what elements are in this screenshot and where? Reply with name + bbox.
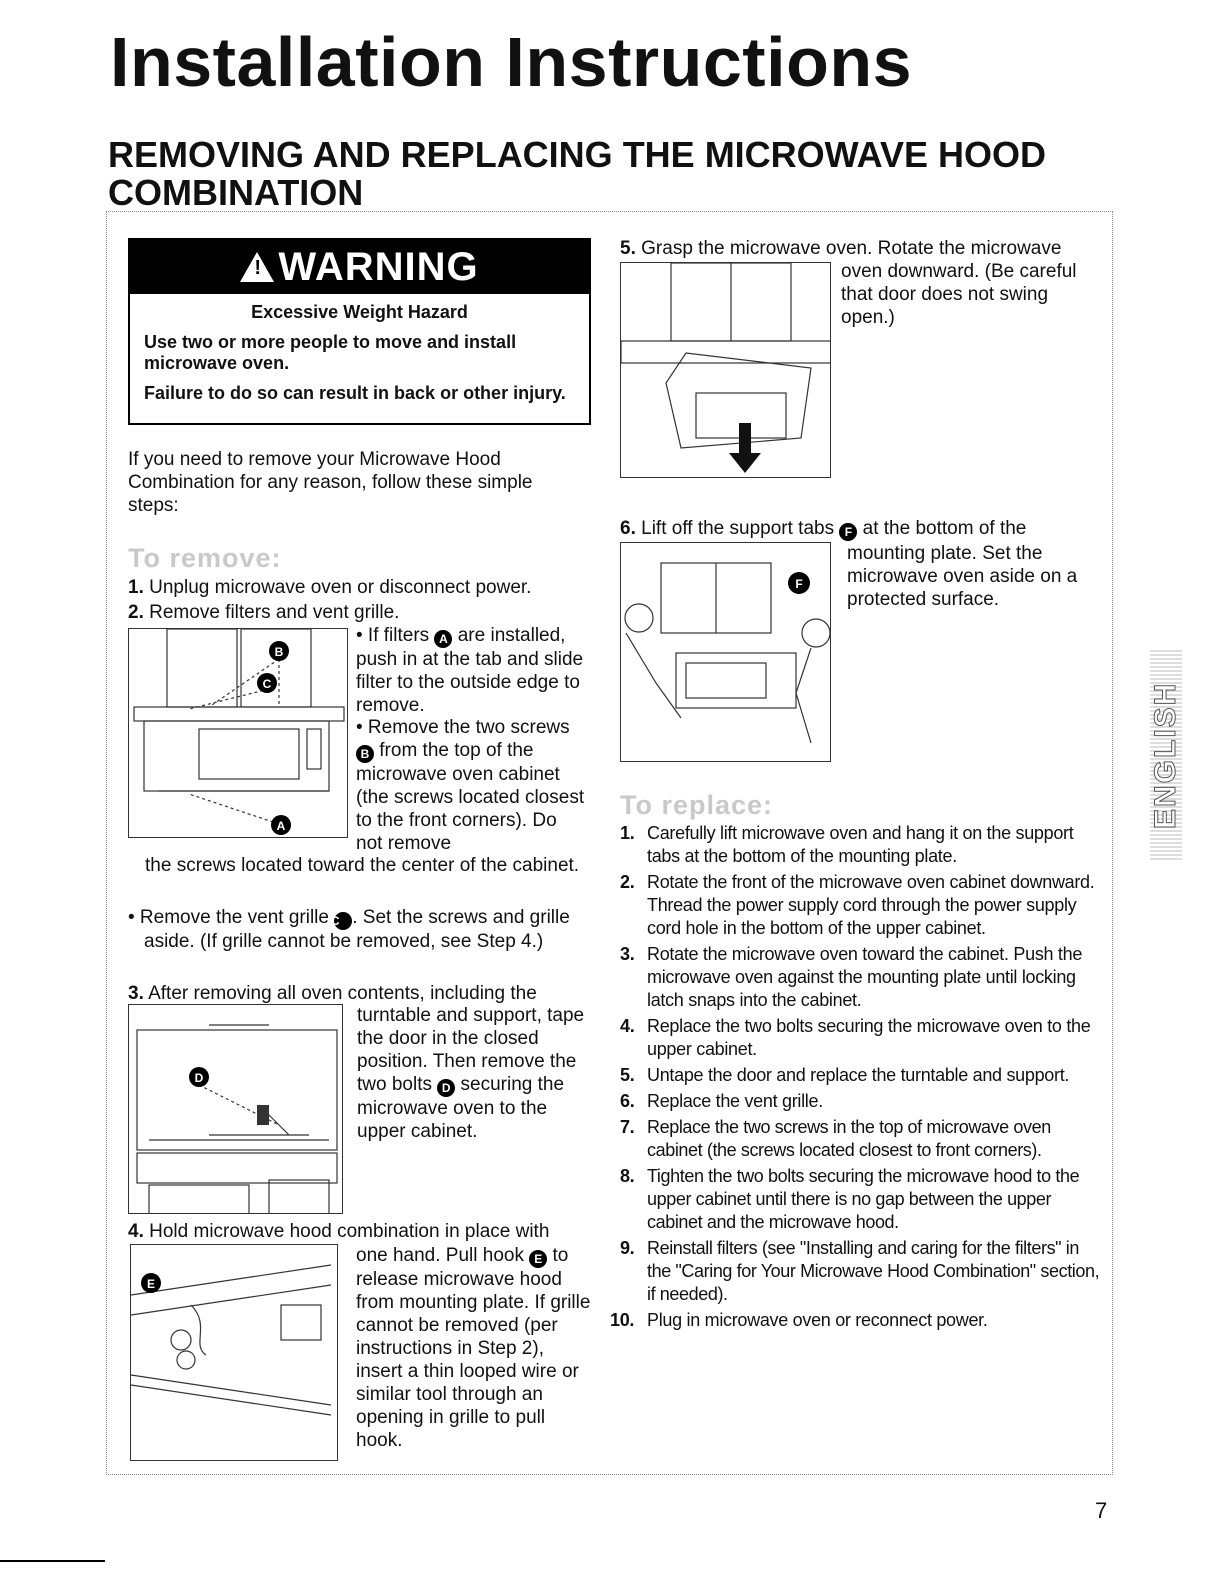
replace-heading: To replace: xyxy=(620,790,774,820)
warning-header xyxy=(130,240,589,294)
warning-heading: WARNING xyxy=(278,245,479,289)
replace-steps-list xyxy=(610,822,1105,1332)
replace-step: 6. Replace the vent grille. xyxy=(620,1091,823,1111)
warning-line-1: Use two or more people to move and install microwave oven. xyxy=(144,332,517,373)
page-title: Installation Instructions xyxy=(110,23,913,101)
warning-box xyxy=(128,238,591,425)
replace-step: 10. Plug in microwave oven or reconnect power. xyxy=(610,1310,988,1330)
language-side-tab xyxy=(1150,650,1182,860)
svg-text:A: A xyxy=(276,819,286,833)
label-c-icon: C xyxy=(334,912,352,930)
illustration-hook-drawing xyxy=(131,1245,338,1461)
remove-step-2-bullet-3: • Remove the vent grille C . Set the screws and grille aside. (If grille cannot be removed, see Step 4.) xyxy=(128,907,570,952)
section-title: REMOVING AND REPLACING THE MICROWAVE HOOD COMBINATION xyxy=(108,134,1047,213)
replace-step: 5. Untape the door and replace the turntable and support. xyxy=(620,1065,1070,1085)
illustration-lift-drawing xyxy=(621,543,831,762)
replace-step: 3. Rotate the microwave oven toward the cabinet. Push the microwave oven against the mounting plate until locking latch snaps into the cabinet. xyxy=(620,944,1083,1010)
replace-step: 9. Reinstall filters (see "Installing and caring for the filters" in the "Caring for Your Microwave Hood Combination" section, if needed). xyxy=(620,1238,1100,1304)
illustration-bolts-drawing xyxy=(129,1005,343,1214)
warning-triangle-icon: ! xyxy=(240,252,274,282)
remove-heading: To remove: xyxy=(128,543,282,573)
svg-text:C: C xyxy=(262,677,272,691)
replace-step: 1. Carefully lift microwave oven and hang it on the support tabs at the bottom of the mounting plate. xyxy=(620,823,1074,866)
replace-step: 8. Tighten the two bolts securing the microwave hood to the upper cabinet until there is no gap between the upper cabinet and the microwave hood. xyxy=(620,1166,1080,1232)
replace-step: 2. Rotate the front of the microwave oven cabinet downward. Thread the power supply cord through the power supply cord hole in the bottom of the upper cabinet. xyxy=(620,872,1095,938)
remove-step-2-bullet-1: • If filters A are installed, push in at the tab and slide filter to the outside edge to remove. xyxy=(356,625,584,716)
remove-step-3-cont: turntable and support, tape the door in the closed position. Then remove the two bolts D securing the microwave oven to the upper cabinet. xyxy=(357,1005,585,1142)
label-d-icon: D xyxy=(437,1079,455,1097)
remove-step-6-cont: mounting plate. Set the microwave oven aside on a protected surface. xyxy=(847,543,1078,610)
remove-step-2-bullet-2-cont: the screws located toward the center of the cabinet. xyxy=(145,855,580,876)
label-b-icon: B xyxy=(356,745,374,763)
footer-rule xyxy=(0,1560,105,1562)
remove-step-5: 5. Grasp the microwave oven. Rotate the microwave xyxy=(620,238,1062,259)
illustration-lift xyxy=(620,542,831,762)
illustration-filters xyxy=(128,628,348,838)
intro-text: If you need to remove your Microwave Hood Combination for any reason, follow these simple steps: xyxy=(128,449,533,516)
illustration-filters-drawing xyxy=(129,629,348,838)
warning-hazard: Excessive Weight Hazard xyxy=(251,302,468,322)
svg-text:E: E xyxy=(146,1277,156,1291)
remove-step-4: 4. Hold microwave hood combination in place with xyxy=(128,1221,550,1242)
replace-step: 4. Replace the two bolts securing the microwave oven to the upper cabinet. xyxy=(620,1016,1091,1059)
illustration-bolts xyxy=(128,1004,343,1214)
remove-step-6: 6. Lift off the support tabs F at the bottom of the xyxy=(620,518,1027,539)
side-tab-label: ENGLISH xyxy=(1149,681,1182,829)
illustration-rotate-drawing xyxy=(621,263,831,478)
svg-text:D: D xyxy=(194,1071,204,1085)
label-a-icon: A xyxy=(434,630,452,648)
page-number: 7 xyxy=(1095,1498,1108,1523)
remove-step-5-cont: oven downward. (Be careful that door does not swing open.) xyxy=(841,261,1077,328)
remove-step-1: 1. Unplug microwave oven or disconnect power. xyxy=(128,577,532,598)
label-e-icon: E xyxy=(529,1250,547,1268)
svg-text:B: B xyxy=(274,645,284,659)
illustration-rotate xyxy=(620,262,831,478)
remove-step-3: 3. After removing all oven contents, including the xyxy=(128,983,537,1004)
remove-step-4-cont: one hand. Pull hook E to release microwave hood from mounting plate. If grille cannot be removed (per instructions in Step 2), insert a thin looped wire or similar tool through an opening in grille to pull hook. xyxy=(356,1245,591,1451)
replace-step: 7. Replace the two screws in the top of microwave oven cabinet (the screws located closest to front corners). xyxy=(620,1117,1051,1160)
remove-step-2: 2. Remove filters and vent grille. xyxy=(128,602,400,623)
remove-step-2-bullet-2: • Remove the two screws B from the top of the microwave oven cabinet (the screws located closest to the front corners). Do not remove xyxy=(356,717,585,854)
warning-line-2: Failure to do so can result in back or other injury. xyxy=(144,383,566,403)
illustration-hook xyxy=(130,1244,338,1461)
label-f-icon: F xyxy=(839,523,857,541)
svg-text:F: F xyxy=(795,577,803,591)
